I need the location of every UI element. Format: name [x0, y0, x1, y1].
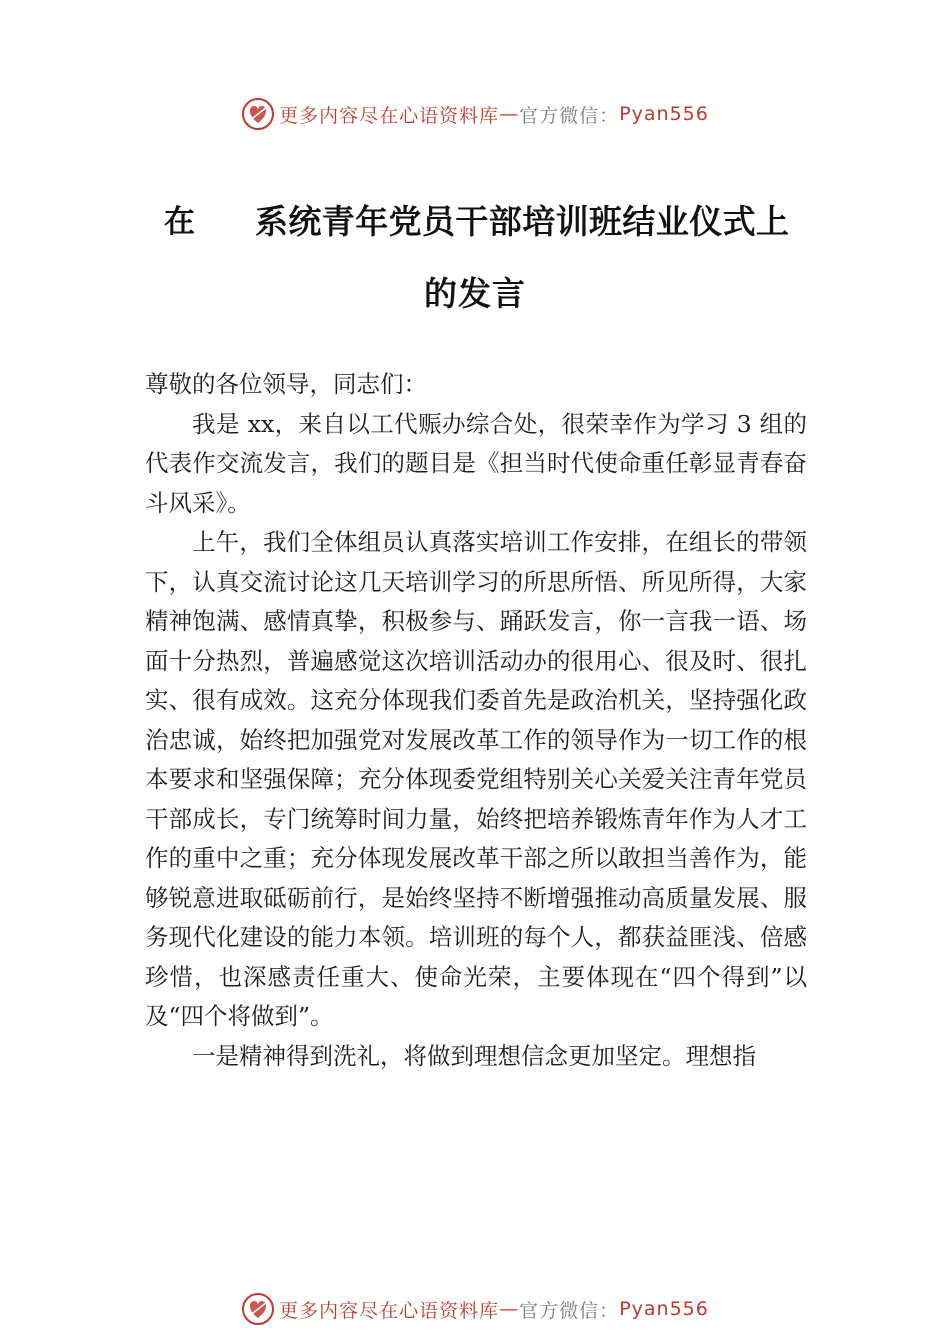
title-main: 系统青年党员干部培训班结业仪式上: [255, 202, 790, 241]
banner-wechat-label: 官方微信：: [519, 104, 620, 127]
document-title-line1: [0, 192, 950, 242]
banner-main-text: 更多内容尽在心语资料库: [279, 104, 500, 127]
title-prefix: 在: [164, 204, 191, 240]
footer-banner: [0, 1289, 950, 1329]
banner-wechat-label: 官方微信：: [519, 1299, 620, 1322]
heart-logo-icon: [241, 97, 275, 131]
paragraph: 一是精神得到洗礼，将做到理想信念更加坚定。理想指: [192, 1041, 756, 1070]
heart-logo-icon: [241, 1292, 275, 1326]
salutation: 尊敬的各位领导，同志们：: [145, 370, 427, 398]
banner-wechat-id: Pyan556: [619, 1298, 709, 1320]
banner-main-text: 更多内容尽在心语资料库: [279, 1299, 500, 1322]
paragraph: 我是 xx，来自以工代赈办综合处，很荣幸作为学习 3 组的代表作交流发言，我们的题目是《担当时代使命重任彰显青春奋斗风采》。: [145, 409, 807, 517]
header-banner: [0, 94, 950, 134]
document-title-line2: 的发言: [424, 274, 526, 313]
banner-dash: —: [499, 103, 520, 125]
document-body: [145, 365, 807, 1076]
paragraph: 上午，我们全体组员认真落实培训工作安排，在组长的带领下，认真交流讨论这几天培训学习的所思所悟、所见所得，大家精神饱满、感情真挚，积极参与、踊跃发言，你一言我一语、场面十分热烈，普遍感觉这次培训活动办的很用心、很及时、很扎实、很有成效。这充分体现我们委首先是政治机关，坚持强化政治忠诚，始终把加强党对发展改革工作的领导作为一切工作的根本要求和坚强保障；充分体现委党组特别关心关爱关注青年党员干部成长，专门统筹时间力量，始终把培养锻炼青年作为人才工作的重中之重；充分体现发展改革干部之所以敢担当善作为，能够锐意进取砥砺前行，是始终坚持不断增强推动高质量发展、服务现代化建设的能力本领。培训班的每个人，都获益匪浅、倍感珍惜，也深感责任重大、使命光荣，主要体现在“四个得到”以及“四个将做到”。: [145, 528, 807, 1030]
banner-dash: —: [499, 1298, 520, 1320]
banner-wechat-id: Pyan556: [619, 103, 709, 125]
